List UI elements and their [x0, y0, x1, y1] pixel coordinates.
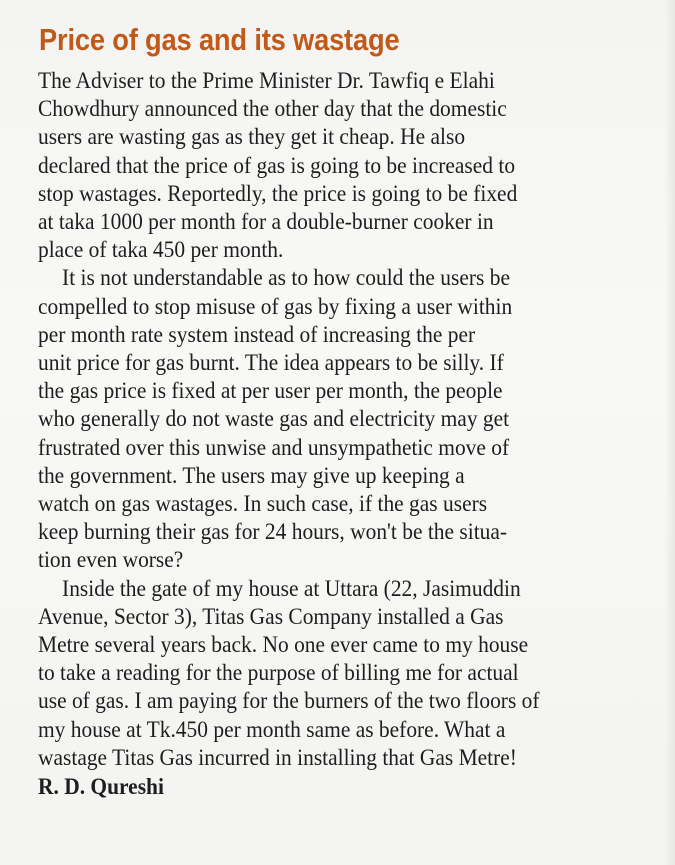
letter-body — [38, 67, 675, 801]
text-line: stop wastages. Reportedly, the price is going to be fixed — [38, 180, 518, 207]
text-line: Chowdhury announced the other day that the domestic — [38, 96, 507, 123]
text-line: who generally do not waste gas and electricity may get — [38, 406, 510, 433]
author-signature: R. D. Qureshi — [38, 774, 164, 801]
text-line: The Adviser to the Prime Minister Dr. Tawfiq e Elahi — [38, 68, 495, 94]
text-line: watch on gas wastages. In such case, if the gas users — [38, 491, 488, 518]
text-line: unit price for gas burnt. The idea appears to be silly. If — [38, 350, 504, 377]
text-line: frustrated over this unwise and unsympathetic move of — [38, 434, 510, 461]
text-line: the government. The users may give up keeping a — [38, 462, 465, 489]
text-line: at taka 1000 per month for a double-burner cooker in — [38, 209, 494, 236]
text-line: Metre several years back. No one ever came to my house — [38, 632, 529, 659]
page-edge-shadow — [665, 0, 675, 865]
text-line: wastage Titas Gas incurred in installing that Gas Metre! — [38, 744, 517, 771]
paragraph-start-line: It is not understandable as to how could the users be — [62, 265, 510, 292]
article-title: Price of gas and its wastage — [39, 22, 400, 57]
text-line: tion even worse? — [38, 547, 184, 574]
text-line: place of taka 450 per month. — [38, 237, 284, 264]
text-line: compelled to stop misuse of gas by fixing a user within — [38, 293, 513, 320]
text-line: my house at Tk.450 per month same as before. What a — [38, 716, 506, 743]
text-line: to take a reading for the purpose of billing me for actual — [38, 660, 519, 687]
paragraph-start-line: Inside the gate of my house at Uttara (22, Jasimuddin — [62, 575, 521, 602]
text-line: the gas price is fixed at per user per month, the people — [38, 378, 503, 405]
text-line: Avenue, Sector 3), Titas Gas Company installed a Gas — [38, 603, 504, 630]
text-line: declared that the price of gas is going to be increased to — [38, 152, 516, 179]
text-line: per month rate system instead of increasing the per — [38, 321, 476, 348]
text-line: use of gas. I am paying for the burners of the two floors of — [38, 688, 540, 715]
text-line: users are wasting gas as they get it cheap. He also — [38, 124, 466, 151]
text-line: keep burning their gas for 24 hours, won't be the situa- — [38, 519, 508, 546]
